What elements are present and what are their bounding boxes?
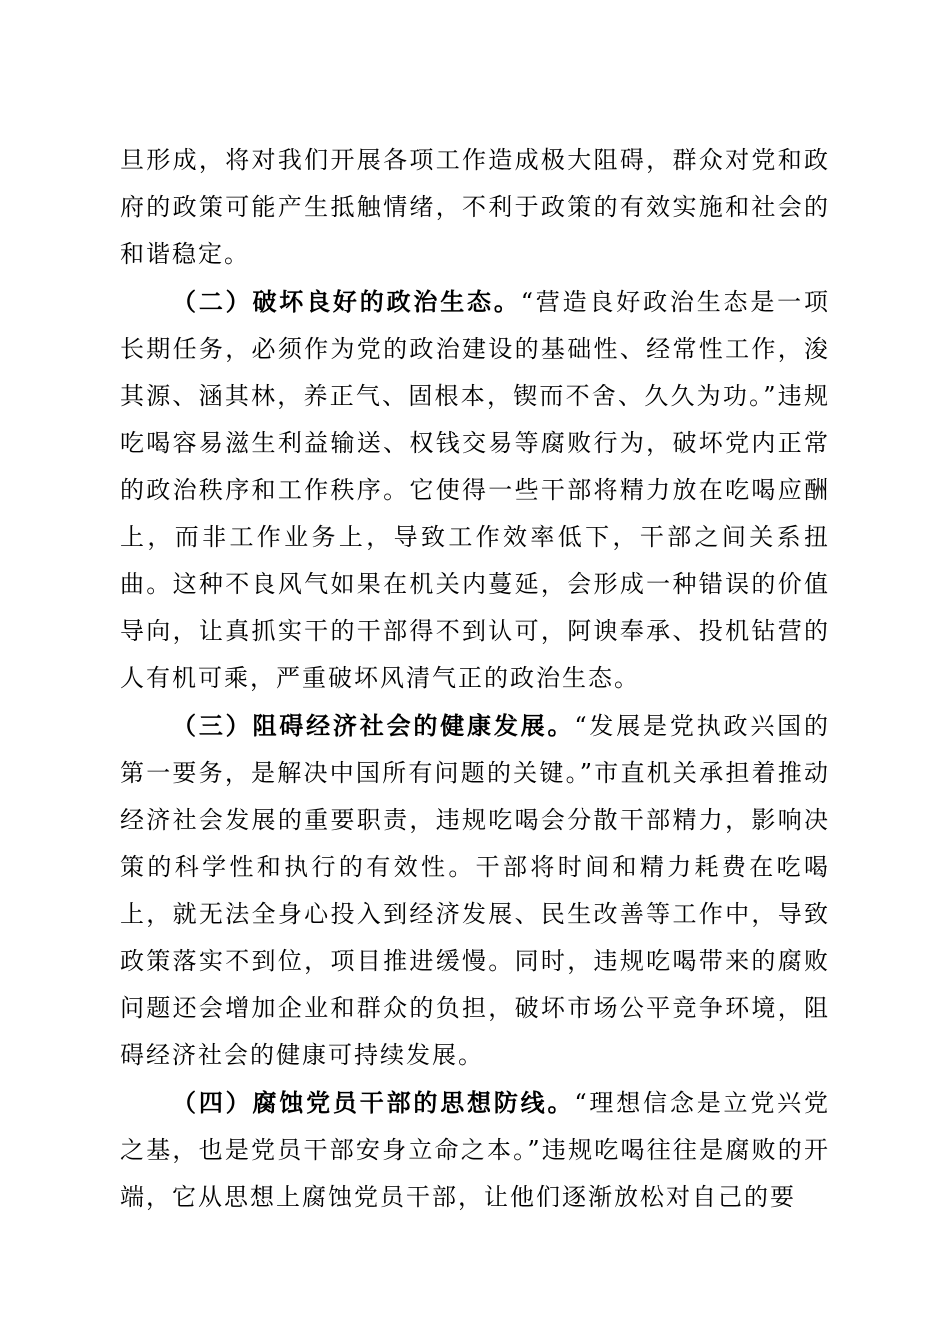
- paragraph-section-4: [120, 1079, 830, 1221]
- paragraph-text: “营造良好政治生态是一项长期任务，必须作为党的政治建设的基础性、经常性工作，浚其源、涵其林，养正气、固根本，锲而不舍、久久为功。”违规吃喝容易滋生利益输送、权钱交易等腐败行为，破坏党内正常的政治秩序和工作秩序。它使得一些干部将精力放在吃喝应酬上，而非工作业务上，导致工作效率低下，干部之间关系扭曲。这种不良风气如果在机关内蔓延，会形成一种错误的价值导向，让真抓实干的干部得不到认可，阿谀奉承、投机钻营的人有机可乘，严重破坏风清气正的政治生态。: [120, 288, 830, 692]
- paragraph-section-3: [120, 702, 830, 1079]
- paragraph-text: “理想信念是立党兴党之基，也是党员干部安身立命之本。”违规吃喝往往是腐败的开端，它从思想上腐蚀党员干部，让他们逐渐放松对自己的要: [120, 1089, 830, 1211]
- paragraph-section-2: [120, 278, 830, 702]
- section-heading: （四）腐蚀党员干部的思想防线。: [172, 1088, 575, 1117]
- paragraph-text: 旦形成，将对我们开展各项工作造成极大阻碍，群众对党和政府的政策可能产生抵触情绪，不利于政策的有效实施和社会的和谐稳定。: [120, 146, 830, 268]
- section-heading: （二）破坏良好的政治生态。: [172, 287, 521, 316]
- paragraph-continuation: [120, 137, 830, 278]
- paragraph-text: “发展是党执政兴国的第一要务，是解决中国所有问题的关键。”市直机关承担着推动经济社会发展的重要职责，违规吃喝会分散干部精力，影响决策的科学性和执行的有效性。干部将时间和精力耗费在吃喝上，就无法全身心投入到经济发展、民生改善等工作中，导致政策落实不到位，项目推进缓慢。同时，违规吃喝带来的腐败问题还会增加企业和群众的负担，破坏市场公平竞争环境，阻碍经济社会的健康可持续发展。: [120, 712, 830, 1069]
- section-heading: （三）阻碍经济社会的健康发展。: [172, 711, 575, 740]
